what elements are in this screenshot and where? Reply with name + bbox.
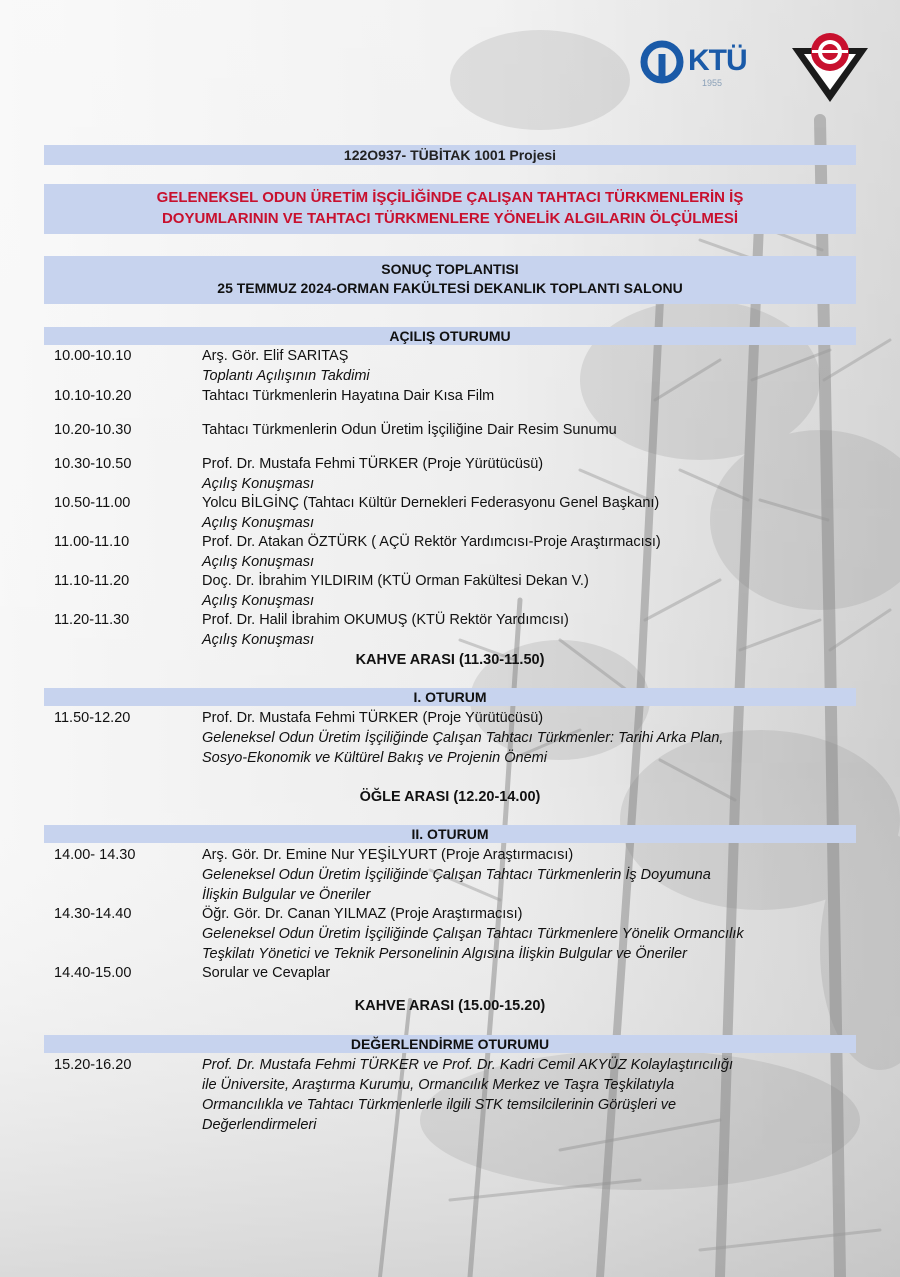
row-time: 11.10-11.20 — [54, 573, 130, 589]
session-title-opening: AÇILIŞ OTURUMU — [44, 327, 856, 345]
row-speaker: Arş. Gör. Dr. Emine Nur YEŞİLYURT (Proje Araştırmacısı) — [202, 847, 574, 863]
ktu-logo-year: 1955 — [702, 78, 723, 88]
ktu-logo — [640, 40, 772, 96]
row-note: Açılış Konuşması — [202, 476, 315, 492]
row-time: 14.40-15.00 — [54, 965, 132, 981]
project-title-line-1: GELENEKSEL ODUN ÜRETİM İŞÇİLİĞİNDE ÇALIŞAN TAHTACI TÜRKMENLERİN İŞ — [156, 189, 744, 206]
meeting-name: SONUÇ TOPLANTISI — [381, 261, 519, 277]
row-time: 10.50-11.00 — [54, 495, 131, 511]
row-speaker: Tahtacı Türkmenlerin Odun Üretim İşçiliğine Dair Resim Sunumu — [202, 422, 617, 438]
ktu-logo-text: KTÜ — [688, 44, 747, 77]
row-speaker: Arş. Gör. Elif SARITAŞ — [202, 348, 349, 364]
session-title-2: II. OTURUM — [44, 825, 856, 843]
row-note: Açılış Konuşması — [202, 593, 315, 609]
row-note: Toplantı Açılışının Takdimi — [202, 368, 370, 384]
row-time: 14.00- 14.30 — [54, 847, 136, 863]
row-speaker: Prof. Dr. Mustafa Fehmi TÜRKER (Proje Yürütücüsü) — [202, 456, 544, 472]
session-title-1: I. OTURUM — [44, 688, 856, 706]
ktu-emblem-icon — [640, 40, 684, 84]
row-note: Geleneksel Odun Üretim İşçiliğinde Çalışan Tahtacı Türkmenler: Tarihi Arka Plan, Sosyo-Ekonomik ve Kültürel Bakış ve Projenin Önemi — [202, 730, 724, 766]
row-note: Geleneksel Odun Üretim İşçiliğinde Çalışan Tahtacı Türkmenlere Yönelik Ormancılık Teşkilatı Yönetici ve Teknik Personelinin Algısına İlişkin Bulgular ve Öneriler — [202, 926, 744, 962]
row-time: 11.50-12.20 — [54, 710, 131, 726]
row-time: 15.20-16.20 — [54, 1057, 132, 1073]
row-speaker: Doç. Dr. İbrahim YILDIRIM (KTÜ Orman Fakültesi Dekan V.) — [202, 573, 589, 589]
row-speaker: Öğr. Gör. Dr. Canan YILMAZ (Proje Araştırmacısı) — [202, 906, 523, 922]
meeting-info-band — [44, 256, 856, 304]
project-code-band: 122O937- TÜBİTAK 1001 Projesi — [44, 145, 856, 165]
row-time: 10.00-10.10 — [54, 348, 132, 364]
row-note: Açılış Konuşması — [202, 515, 315, 531]
lunch-break: ÖĞLE ARASI (12.20-14.00) — [359, 789, 541, 805]
project-title-band — [44, 184, 856, 234]
project-title-line-2: DOYUMLARININ VE TAHTACI TÜRKMENLERE YÖNELİK ALGILARIN ÖLÇÜLMESİ — [161, 210, 739, 227]
row-time: 10.30-10.50 — [54, 456, 132, 472]
row-time: 11.20-11.30 — [54, 612, 130, 628]
row-speaker: Yolcu BİLGİNÇ (Tahtacı Kültür Dernekleri Federasyonu Genel Başkanı) — [202, 495, 660, 511]
row-time: 14.30-14.40 — [54, 906, 132, 922]
row-note: Açılış Konuşması — [202, 554, 315, 570]
row-speaker: Tahtacı Türkmenlerin Hayatına Dair Kısa Film — [202, 388, 495, 404]
row-speaker: Prof. Dr. Halil İbrahim OKUMUŞ (KTÜ Rektör Yardımcısı) — [202, 612, 569, 628]
row-speaker: Prof. Dr. Atakan ÖZTÜRK ( AÇÜ Rektör Yardımcısı-Proje Araştırmacısı) — [202, 534, 661, 550]
row-time: 10.10-10.20 — [54, 388, 132, 404]
meeting-date-venue: 25 TEMMUZ 2024-ORMAN FAKÜLTESİ DEKANLIK TOPLANTI SALONU — [217, 280, 683, 296]
row-note: Açılış Konuşması — [202, 632, 315, 648]
row-note: Prof. Dr. Mustafa Fehmi TÜRKER ve Prof. Dr. Kadri Cemil AKYÜZ Kolaylaştırıcılığı ile Üniversite, Araştırma Kurumu, Ormancılık Merkez ve Taşra Teşkilatıyla Ormancılıkla ve Tahtacı Türkmenlerle ilgili STK temsilcilerinin Görüşleri ve Değerlendirmeleri — [202, 1057, 733, 1133]
row-speaker: Sorular ve Cevaplar — [202, 965, 331, 981]
coffee-break-1: KAHVE ARASI (11.30-11.50) — [355, 652, 545, 668]
row-speaker: Prof. Dr. Mustafa Fehmi TÜRKER (Proje Yürütücüsü) — [202, 710, 544, 726]
session-title-evaluation: DEĞERLENDİRME OTURUMU — [44, 1035, 856, 1053]
row-time: 10.20-10.30 — [54, 422, 132, 438]
coffee-break-2: KAHVE ARASI (15.00-15.20) — [354, 998, 546, 1014]
tubitak-logo-icon — [790, 28, 870, 106]
row-time: 11.00-11.10 — [54, 534, 130, 550]
row-note: Geleneksel Odun Üretim İşçiliğinde Çalışan Tahtacı Türkmenlerin İş Doyumuna İlişkin Bulgular ve Öneriler — [202, 867, 711, 903]
